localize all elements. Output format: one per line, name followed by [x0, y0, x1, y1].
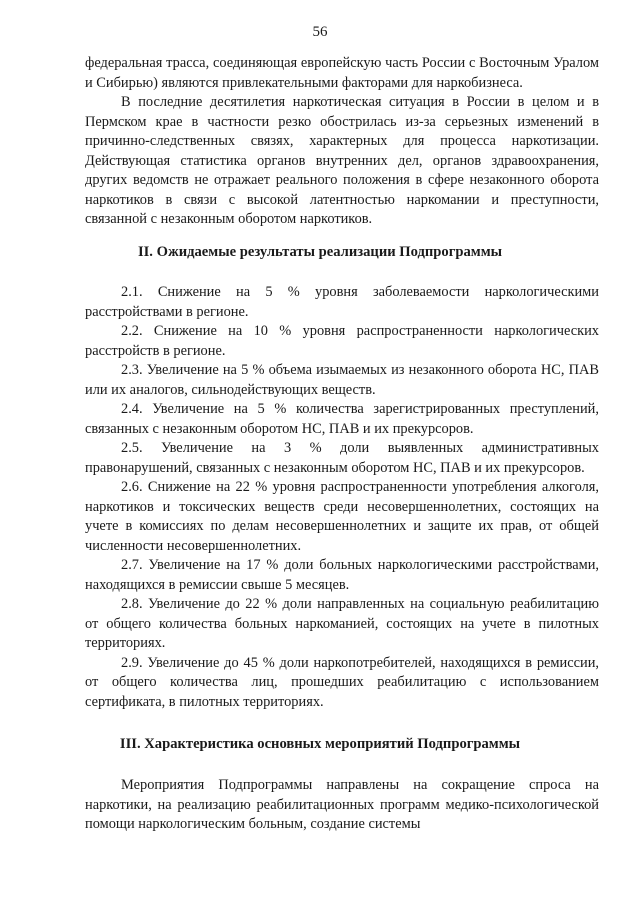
section-3-paragraph: Мероприятия Подпрограммы направлены на сокращение спроса на наркотики, на реализацию реабилитационных программ медико-психологической помощи наркологическим больным, создание системы — [85, 777, 599, 832]
section-2-heading: II. Ожидаемые результаты реализации Подпрограммы — [137, 244, 503, 260]
result-item-2-7: 2.7. Увеличение на 17 % доли больных наркологическими расстройствами, находящихся в ремиссии свыше 5 месяцев. — [85, 557, 599, 593]
section-3-body — [85, 776, 599, 835]
section-3-heading: III. Характеристика основных мероприятий Подпрограммы — [119, 736, 521, 752]
result-item-2-9: 2.9. Увеличение до 45 % доли наркопотребителей, находящихся в ремиссии, от общего количества лиц, прошедших реабилитацию с использованием сертификата, в пилотных территориях. — [85, 654, 599, 710]
section-2-list — [85, 283, 599, 712]
intro-paragraph-continuation: федеральная трасса, соединяющая европейскую часть России с Восточным Уралом и Сибирью) являются привлекательными факторами для наркобизнеса. — [85, 55, 599, 91]
intro-block — [85, 54, 599, 230]
page-number: 56 — [312, 24, 328, 40]
result-item-2-3: 2.3. Увеличение на 5 % объема изымаемых из незаконного оборота НС, ПАВ или их аналогов, сильнодействующих веществ. — [85, 362, 599, 398]
result-item-2-1: 2.1. Снижение на 5 % уровня заболеваемости наркологическими расстройствами в регионе. — [85, 284, 599, 320]
result-item-2-6: 2.6. Снижение на 22 % уровня распространенности употребления алкоголя, наркотиков и токсических веществ среди несовершеннолетних, состоящих на учете в комиссиях по делам несовершеннолетних и защите их прав, от общей численности несовершеннолетних. — [85, 479, 599, 554]
result-item-2-8: 2.8. Увеличение до 22 % доли направленных на социальную реабилитацию от общего количества больных наркоманией, состоящих на учете в пилотных территориях. — [85, 596, 599, 651]
result-item-2-5: 2.5. Увеличение на 3 % доли выявленных административных правонарушений, связанных с незаконным оборотом НС, ПАВ и их прекурсоров. — [85, 440, 599, 476]
result-item-2-4: 2.4. Увеличение на 5 % количества зарегистрированных преступлений, связанных с незаконным оборотом НС, ПАВ и их прекурсоров. — [85, 401, 599, 437]
result-item-2-2: 2.2. Снижение на 10 % уровня распространенности наркологических расстройств в регионе. — [85, 323, 599, 359]
intro-paragraph-drug-situation: В последние десятилетия наркотическая ситуация в России в целом и в Пермском крае в частности резко обострилась из-за серьезных изменений в причинно-следственных связях, характерных для процесса наркотизации. Действующая статистика органов внутренних дел, органов здравоохранения, других ведомств не отражает реального положения в сфере незаконного оборота наркотиков в связи с высокой латентностью наркомании и преступности, связанной с незаконным оборотом наркотиков. — [85, 94, 599, 227]
